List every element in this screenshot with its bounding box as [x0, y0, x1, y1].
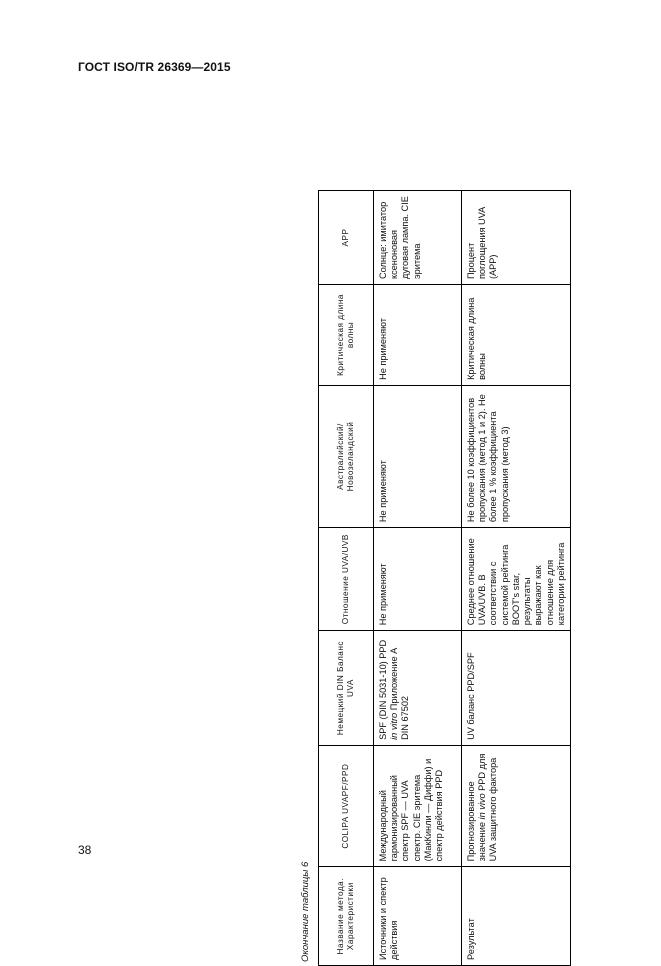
- cell-australian: Не более 10 коэффициентов пропускания (метод 1 и 2). Не более 1 % коэффициента пропускания (метод 3): [462, 385, 571, 527]
- cell-din: [374, 631, 462, 746]
- cell-app: Солнце: имитатор ксеноновая дуговая лампа. CIE эритема: [374, 191, 462, 285]
- table-row: [462, 191, 571, 966]
- cell-colipa: [462, 745, 571, 867]
- column-header-uva-uvb: Отношение UVA/UVB: [319, 528, 374, 631]
- table-header-row: [319, 191, 374, 966]
- cell-din-text: SPF (DIN 5031-10) PPD: [378, 639, 388, 740]
- cell-critical-wavelength: Не применяют: [374, 285, 462, 386]
- rotated-table-block: [300, 190, 566, 966]
- page-number: 38: [78, 843, 92, 857]
- cell-colipa: Международный гармонизированный спектр SPF — UVA спектр. CIE эритема (МакКинли — Диффи) и спектр действия PPD: [374, 745, 462, 867]
- comparison-table: [318, 190, 571, 966]
- cell-australian: Не применяют: [374, 385, 462, 527]
- table-caption: Окончание таблицы 6: [300, 861, 311, 962]
- cell-name: Источники и спектр действия: [374, 867, 462, 966]
- cell-app: Процент поглощения UVA (APP): [462, 191, 571, 285]
- cell-name: Результат: [462, 867, 571, 966]
- column-header-method: Название метода. Характеристики: [319, 867, 374, 966]
- cell-din-italic: in vitro: [389, 712, 400, 740]
- column-header-australian: Австралийский/ Новозеландский: [319, 385, 374, 527]
- cell-uva-uvb: Среднее отношение UVA/UVB. В соответствии с системой рейтинга BOOT's star, результаты выражают как отношение для категории рейтинга: [462, 528, 571, 631]
- column-header-critical-wavelength: Критическая длина волны: [319, 285, 374, 386]
- cell-din-text-end: Приложение A DIN 67502: [389, 648, 411, 740]
- cell-colipa-italic: in vivo: [477, 793, 488, 820]
- cell-critical-wavelength: Критическая длина волны: [462, 285, 571, 386]
- cell-din: UV баланс PPD/SPF: [462, 631, 571, 746]
- document-header: ГОСТ ISO/TR 26369—2015: [78, 60, 231, 74]
- cell-uva-uvb: Не применяют: [374, 528, 462, 631]
- cell-colipa-text: Прогнозированное значение: [466, 781, 488, 862]
- column-header-colipa: COLIPA UVAPF/PPD: [319, 745, 374, 867]
- cell-colipa-text-end: PPD для UVA защитного фактора: [477, 753, 499, 862]
- column-header-app: APP: [319, 191, 374, 285]
- column-header-din: Немецкий DIN Баланс UVA: [319, 631, 374, 746]
- table-row: [374, 191, 462, 966]
